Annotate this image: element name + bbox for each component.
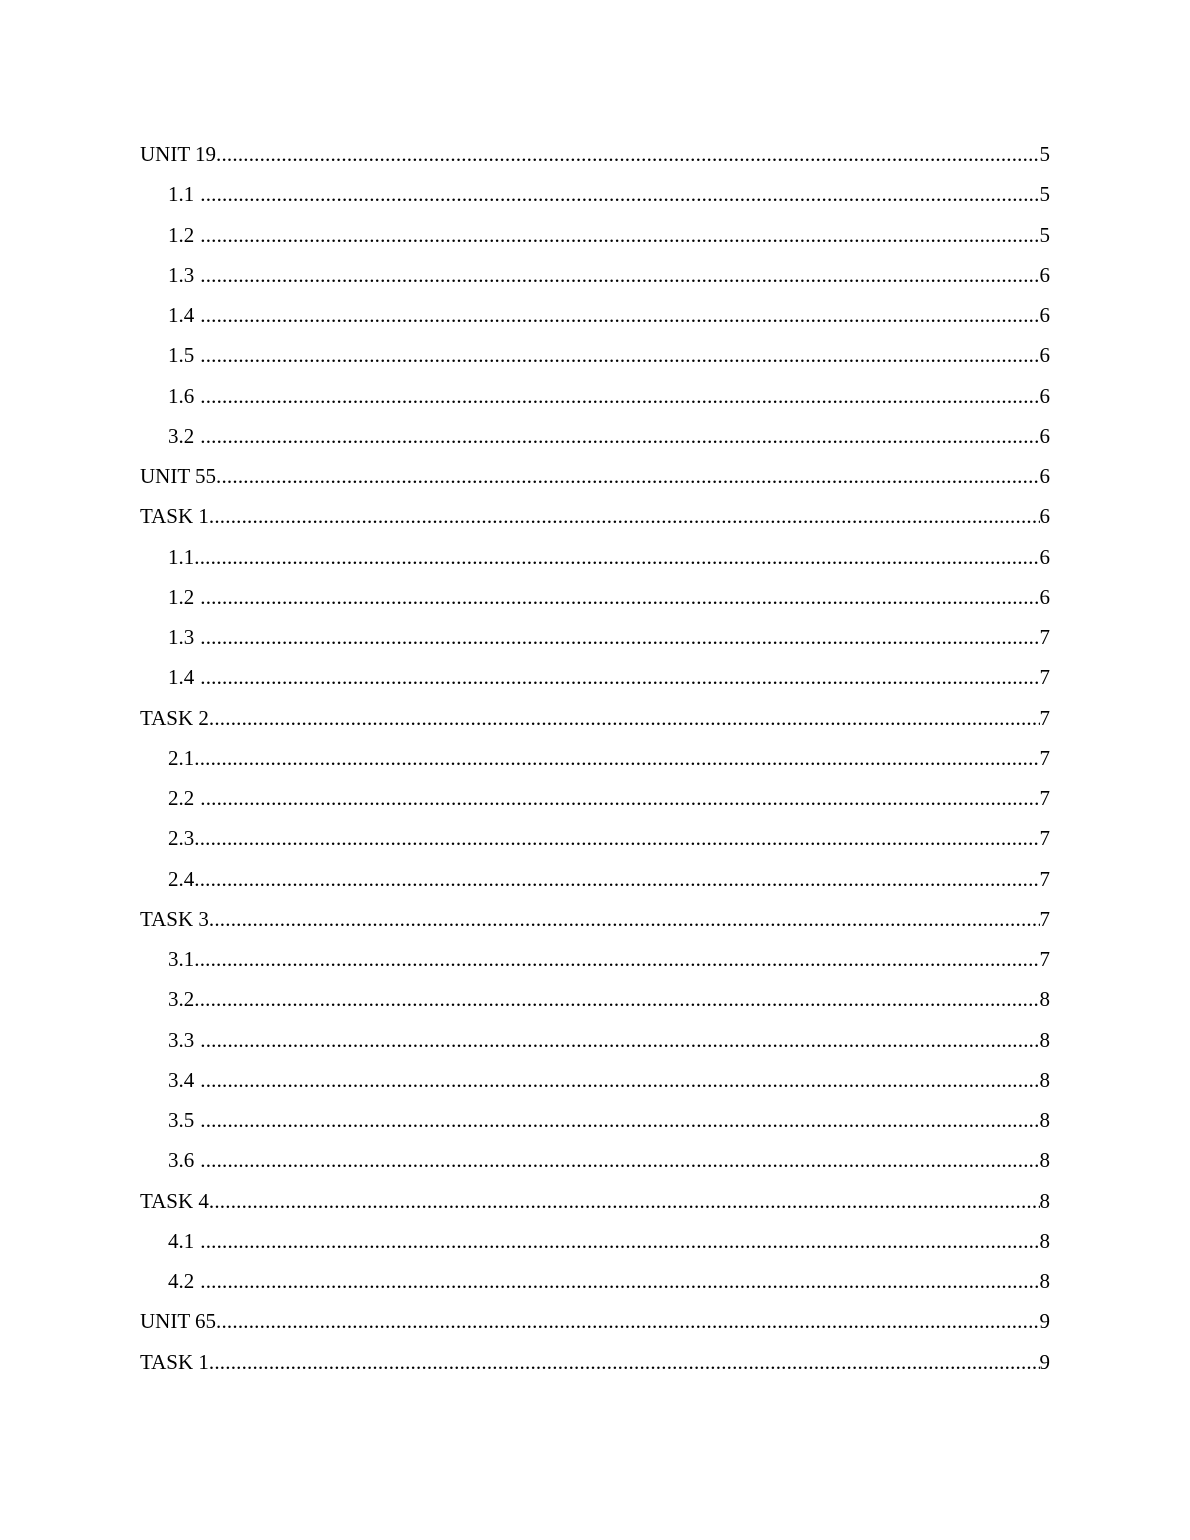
- toc-entry-page-number: 9: [1039, 1309, 1050, 1334]
- toc-entry-page-number: 8: [1039, 1067, 1050, 1092]
- toc-dot-leader: [200, 1269, 1039, 1293]
- toc-entry-29[interactable]: [140, 1261, 1050, 1301]
- toc-entry-21[interactable]: [140, 939, 1050, 979]
- toc-dot-leader: [216, 1309, 1039, 1333]
- toc-entry-label: 1.1: [168, 544, 195, 569]
- toc-entry-19[interactable]: [140, 859, 1050, 899]
- toc-entry-page-number: 6: [1039, 584, 1050, 609]
- toc-entry-label: 3.2: [168, 423, 195, 448]
- toc-entry-page-number: 9: [1039, 1349, 1050, 1374]
- toc-entry-page-number: 6: [1039, 464, 1050, 489]
- toc-entry-page-number: 7: [1039, 786, 1050, 811]
- toc-entry-9[interactable]: [140, 456, 1050, 496]
- toc-entry-label: 3.1: [168, 947, 195, 972]
- toc-dot-leader: [200, 384, 1039, 408]
- toc-entry-label: 1.3: [168, 625, 195, 650]
- toc-entry-page-number: 7: [1039, 826, 1050, 851]
- toc-entry-page-number: 7: [1039, 745, 1050, 770]
- toc-dot-leader: [200, 1028, 1039, 1052]
- toc-entry-label: 4.1: [168, 1228, 195, 1253]
- toc-dot-leader: [209, 504, 1040, 528]
- toc-entry-26[interactable]: [140, 1140, 1050, 1180]
- toc-entry-10[interactable]: [140, 496, 1050, 536]
- toc-entry-page-number: 6: [1039, 303, 1050, 328]
- toc-entry-label: 1.2: [168, 584, 195, 609]
- toc-dot-leader: [194, 545, 1039, 569]
- toc-entry-27[interactable]: [140, 1181, 1050, 1221]
- toc-entry-2[interactable]: [140, 174, 1050, 214]
- toc-dot-leader: [200, 1108, 1039, 1132]
- toc-entry-28[interactable]: [140, 1221, 1050, 1261]
- toc-entry-label: UNIT 55: [140, 464, 217, 489]
- toc-entry-page-number: 8: [1039, 1148, 1050, 1173]
- toc-entry-23[interactable]: [140, 1020, 1050, 1060]
- toc-dot-leader: [200, 263, 1039, 287]
- toc-entry-8[interactable]: [140, 416, 1050, 456]
- toc-entry-13[interactable]: [140, 617, 1050, 657]
- toc-entry-7[interactable]: [140, 376, 1050, 416]
- toc-dot-leader: [216, 464, 1039, 488]
- toc-dot-leader: [216, 142, 1039, 166]
- toc-entry-page-number: 6: [1039, 544, 1050, 569]
- toc-entry-6[interactable]: [140, 335, 1050, 375]
- toc-dot-leader: [194, 826, 1039, 850]
- toc-entry-25[interactable]: [140, 1100, 1050, 1140]
- toc-entry-page-number: 8: [1039, 1188, 1050, 1213]
- toc-entry-12[interactable]: [140, 577, 1050, 617]
- toc-entry-label: UNIT 19: [140, 142, 217, 167]
- toc-dot-leader: [200, 424, 1039, 448]
- toc-entry-label: 3.4: [168, 1067, 195, 1092]
- toc-entry-label: 2.3: [168, 826, 195, 851]
- toc-entry-label: 3.5: [168, 1108, 195, 1133]
- toc-entry-16[interactable]: [140, 738, 1050, 778]
- toc-entry-label: TASK 3: [140, 906, 209, 931]
- toc-entry-11[interactable]: [140, 537, 1050, 577]
- toc-entry-label: 1.1: [168, 182, 195, 207]
- toc-entry-30[interactable]: [140, 1301, 1050, 1341]
- toc-entry-page-number: 5: [1039, 142, 1050, 167]
- toc-entry-label: 2.2: [168, 786, 195, 811]
- toc-entry-label: TASK 1: [140, 504, 209, 529]
- toc-entry-label: TASK 4: [140, 1188, 209, 1213]
- toc-entry-14[interactable]: [140, 657, 1050, 697]
- toc-entry-page-number: 8: [1039, 987, 1050, 1012]
- toc-dot-leader: [200, 303, 1039, 327]
- toc-entry-page-number: 7: [1039, 866, 1050, 891]
- toc-dot-leader: [194, 947, 1039, 971]
- toc-entry-15[interactable]: [140, 698, 1050, 738]
- toc-dot-leader: [200, 343, 1039, 367]
- toc-entry-page-number: 6: [1039, 423, 1050, 448]
- toc-entry-label: 1.5: [168, 343, 195, 368]
- toc-dot-leader: [194, 987, 1039, 1011]
- toc-entry-page-number: 8: [1039, 1027, 1050, 1052]
- toc-dot-leader: [200, 1229, 1039, 1253]
- toc-dot-leader: [209, 1350, 1040, 1374]
- toc-dot-leader: [200, 223, 1039, 247]
- toc-entry-page-number: 8: [1039, 1228, 1050, 1253]
- toc-dot-leader: [200, 1068, 1039, 1092]
- toc-entry-page-number: 7: [1039, 625, 1050, 650]
- toc-entry-18[interactable]: [140, 818, 1050, 858]
- toc-entry-page-number: 6: [1039, 383, 1050, 408]
- toc-entry-label: TASK 1: [140, 1349, 209, 1374]
- toc-entry-page-number: 6: [1039, 262, 1050, 287]
- toc-entry-3[interactable]: [140, 215, 1050, 255]
- toc-entry-page-number: 6: [1039, 343, 1050, 368]
- toc-entry-label: 1.2: [168, 222, 195, 247]
- toc-entry-20[interactable]: [140, 899, 1050, 939]
- toc-entry-page-number: 7: [1039, 705, 1050, 730]
- toc-dot-leader: [194, 867, 1039, 891]
- toc-entry-page-number: 7: [1039, 665, 1050, 690]
- toc-entry-label: 1.4: [168, 303, 195, 328]
- toc-entry-page-number: 5: [1039, 182, 1050, 207]
- toc-entry-label: 3.3: [168, 1027, 195, 1052]
- toc-dot-leader: [200, 182, 1039, 206]
- toc-entry-31[interactable]: [140, 1342, 1050, 1382]
- toc-entry-page-number: 6: [1039, 504, 1050, 529]
- toc-entry-label: 1.3: [168, 262, 195, 287]
- toc-entry-label: TASK 2: [140, 705, 209, 730]
- table-of-contents: [140, 134, 1050, 1382]
- toc-dot-leader: [209, 907, 1040, 931]
- toc-entry-label: 1.4: [168, 665, 195, 690]
- toc-dot-leader: [209, 706, 1040, 730]
- toc-entry-1[interactable]: [140, 134, 1050, 174]
- toc-entry-page-number: 7: [1039, 947, 1050, 972]
- toc-entry-page-number: 8: [1039, 1108, 1050, 1133]
- toc-dot-leader: [200, 625, 1039, 649]
- toc-entry-label: 1.6: [168, 383, 195, 408]
- toc-dot-leader: [200, 585, 1039, 609]
- toc-dot-leader: [200, 665, 1039, 689]
- toc-entry-label: 3.6: [168, 1148, 195, 1173]
- toc-dot-leader: [209, 1189, 1040, 1213]
- toc-entry-24[interactable]: [140, 1060, 1050, 1100]
- toc-entry-label: UNIT 65: [140, 1309, 217, 1334]
- toc-entry-label: 4.2: [168, 1269, 195, 1294]
- toc-entry-label: 2.1: [168, 745, 195, 770]
- toc-entry-label: 2.4: [168, 866, 195, 891]
- toc-entry-page-number: 5: [1039, 222, 1050, 247]
- toc-dot-leader: [200, 1148, 1039, 1172]
- toc-entry-17[interactable]: [140, 778, 1050, 818]
- toc-entry-page-number: 7: [1039, 906, 1050, 931]
- toc-entry-5[interactable]: [140, 295, 1050, 335]
- toc-entry-label: 3.2: [168, 987, 195, 1012]
- toc-entry-page-number: 8: [1039, 1269, 1050, 1294]
- toc-dot-leader: [200, 786, 1039, 810]
- toc-dot-leader: [194, 746, 1039, 770]
- toc-entry-22[interactable]: [140, 979, 1050, 1019]
- toc-entry-4[interactable]: [140, 255, 1050, 295]
